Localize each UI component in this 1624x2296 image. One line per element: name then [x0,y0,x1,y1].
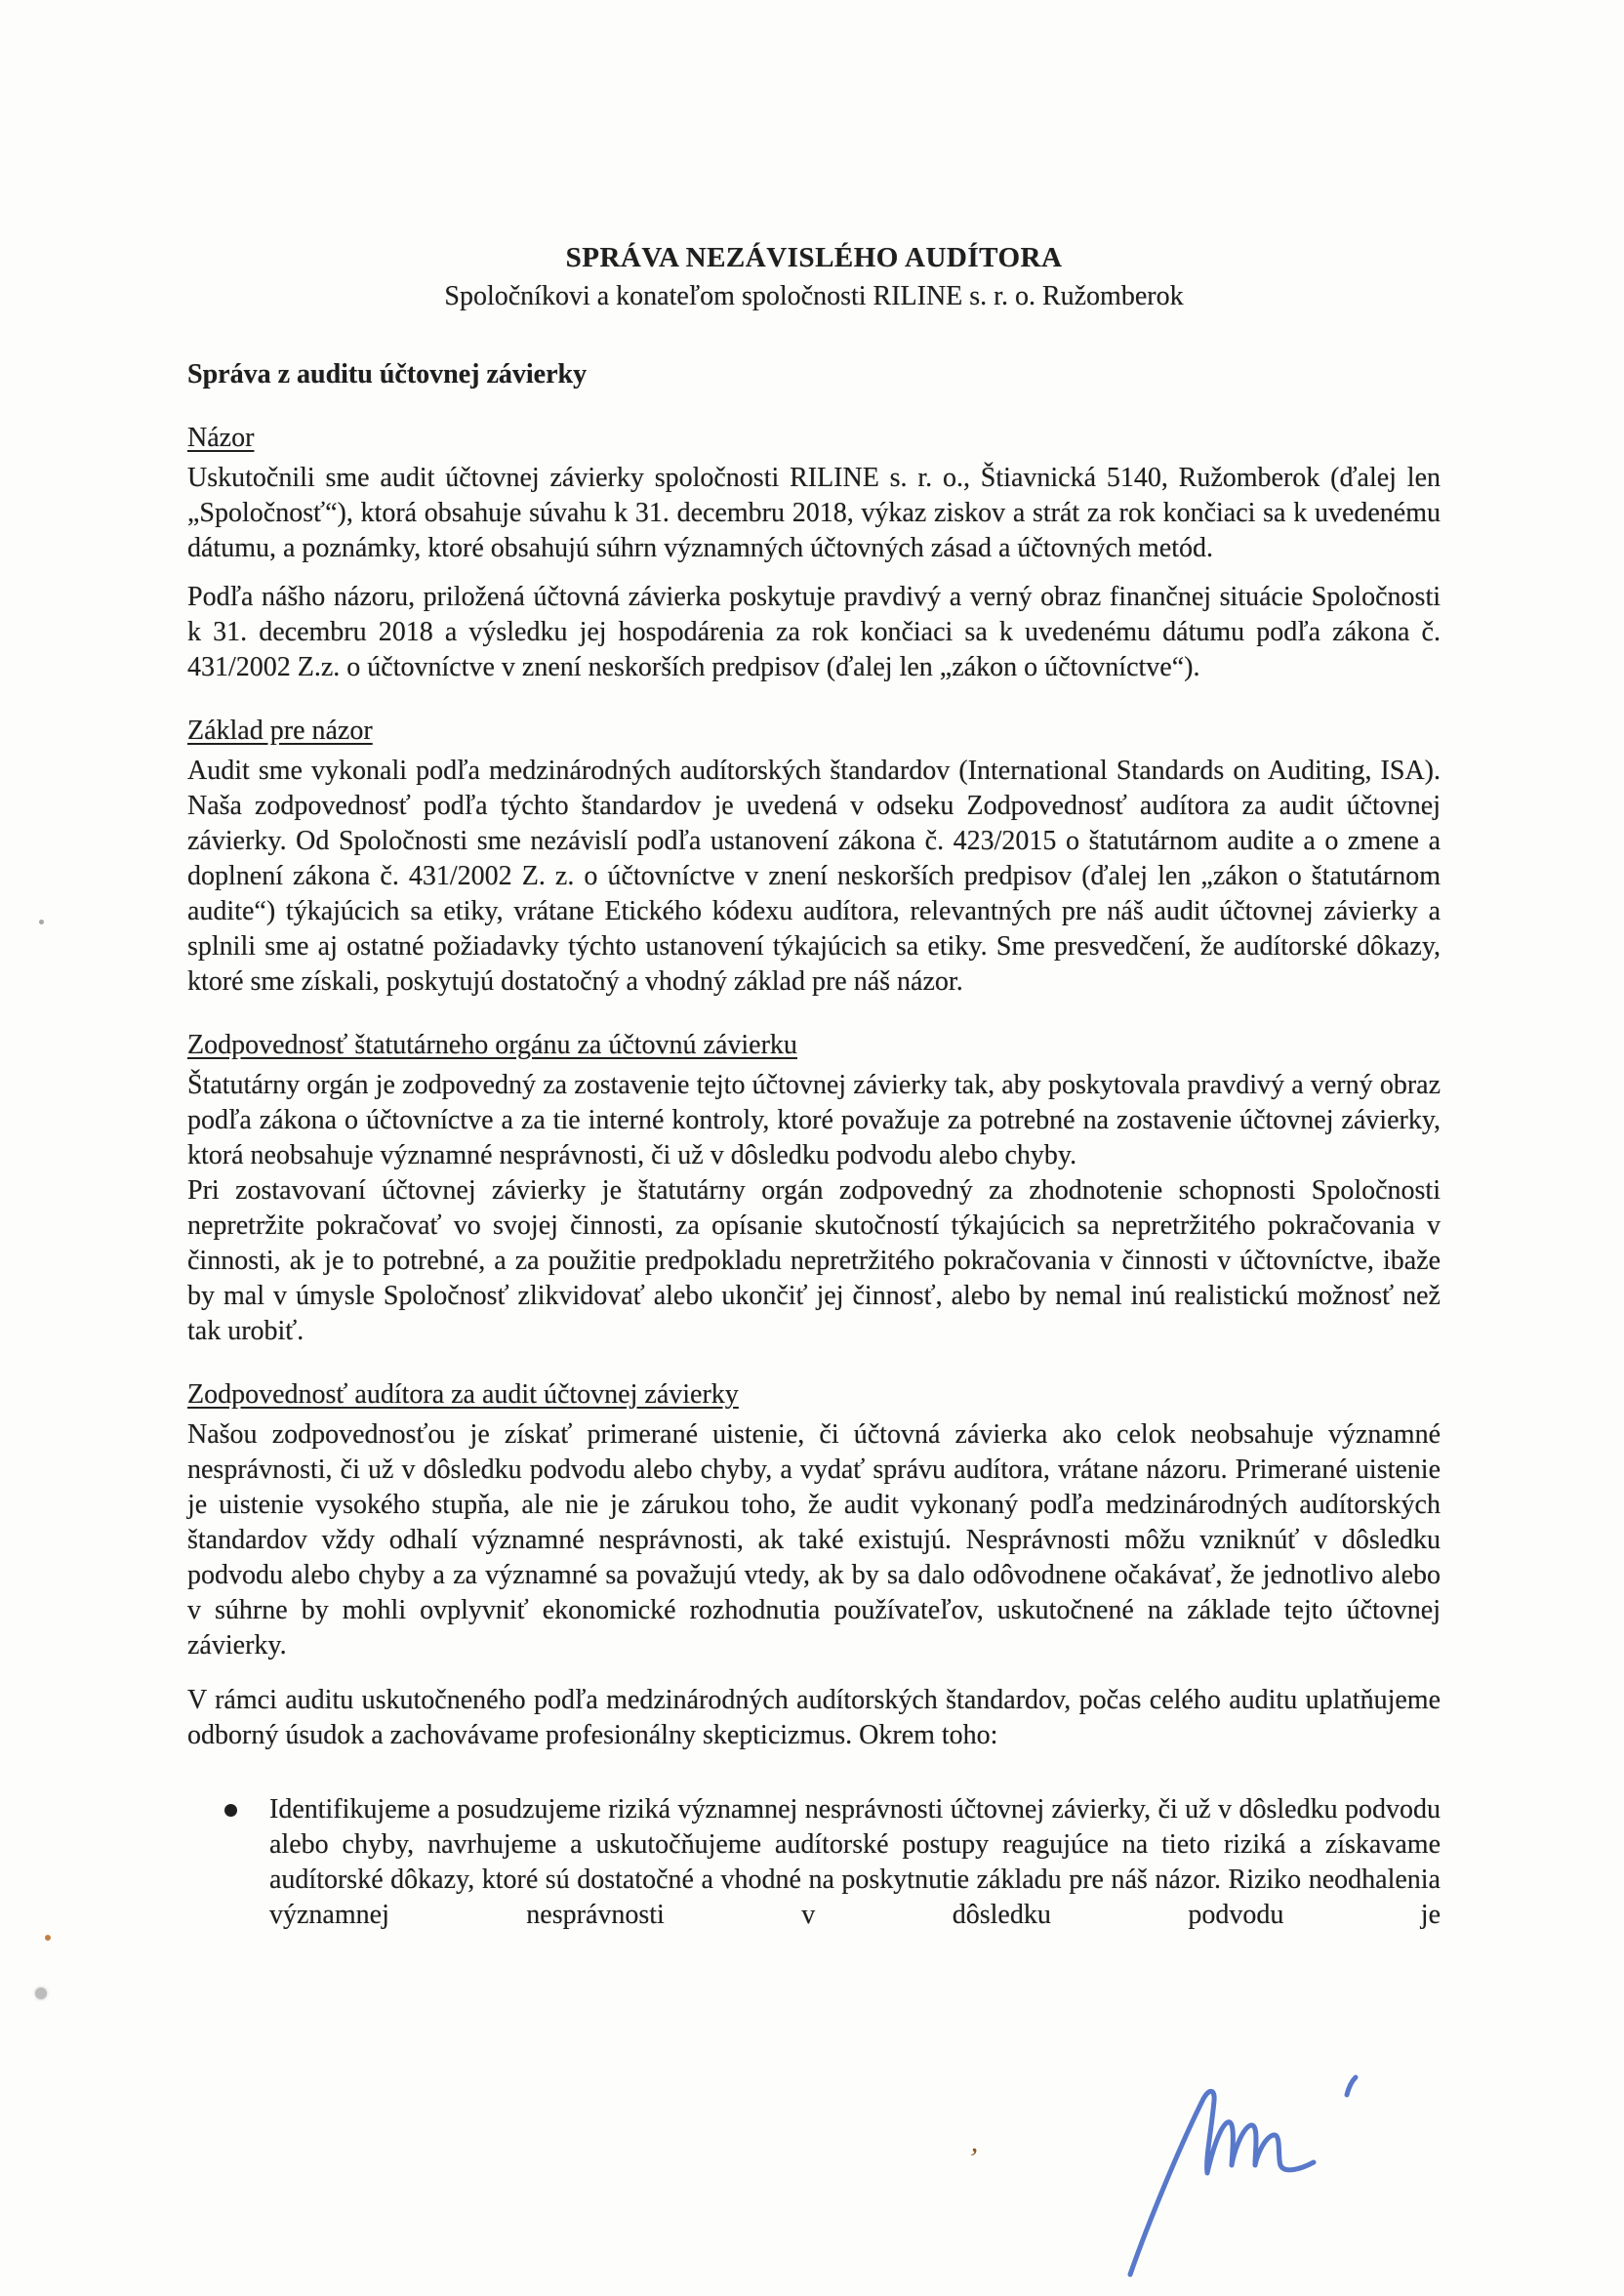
section-heading-basis: Základ pre názor [187,716,373,746]
section-heading-opinion: Názor [187,423,255,453]
paragraph: V rámci auditu uskutočneného podľa medzinárodných audítorských štandardov, počas celého auditu uplatňujeme odborný úsudok a zachovávame profesionálny skepticizmus. Okrem toho: [187,1685,1441,1750]
paragraph: Uskutočnili sme audit účtovnej závierky spoločnosti RILINE s. r. o., Štiavnická 5140, Ružomberok (ďalej len „Spoločnosť“), ktorá obsahuje súvahu k 31. decembru 2018, výkaz ziskov a strát za rok končiaci sa k uvedenému dátumu, a poznámky, ktoré obsahujú súhrn významných účtovných zásad a účtovných metód. [187,463,1441,563]
document-addressee: Spoločníkovi a konateľom spoločnosti RILINE s. r. o. Ružomberok [444,281,1184,311]
section-management-responsibility [187,1029,1441,1349]
handwritten-signature-icon [1091,2058,1413,2292]
bullet-list-item [187,1792,1441,1933]
scan-speck [35,1988,47,1999]
section-auditor-responsibility [187,1378,1441,1933]
section-heading-management-responsibility: Zodpovednosť štatutárneho orgánu za účtovnú závierku [187,1030,797,1060]
document-title: SPRÁVA NEZÁVISLÉHO AUDÍTORA [565,242,1063,273]
bullet-paragraph: Identifikujeme a posudzujeme riziká významnej nesprávnosti účtovnej závierky, či už v dôsledku podvodu alebo chyby, navrhujeme a uskutočňujeme audítorské postupy reagujúce na tieto riziká a získavame audítorské dôkazy, ktoré sú dostatočné a vhodné na poskytnutie základu pre náš názor. Riziko neodhalenia významnej nesprávnosti v dôsledku podvodu je [269,1794,1441,1930]
paragraph: Podľa nášho názoru, priložená účtovná závierka poskytuje pravdivý a verný obraz finančnej situácie Spoločnosti k 31. decembru 2018 a výsledku jej hospodárenia za rok končiaci sa k uvedenému dátumu podľa zákona č. 431/2002 Z.z. o účtovníctve v znení neskorších predpisov (ďalej len „zákon o účtovníctve“). [187,582,1441,682]
section-heading-auditor-responsibility: Zodpovednosť audítora za audit účtovnej závierky [187,1379,739,1410]
paragraph: Štatutárny orgán je zodpovedný za zostavenie tejto účtovnej závierky tak, aby poskytovala pravdivý a verný obraz podľa zákona o účtovníctve a za tie interné kontroly, ktoré považuje za potrebné na zostavenie účtovnej závierky, ktorá neobsahuje významné nesprávnosti, či už v dôsledku podvodu alebo chyby. [187,1070,1441,1170]
bullet-icon [224,1804,237,1817]
ink-mark-artifact: , [969,2125,982,2159]
paragraph: Pri zostavovaní účtovnej závierky je štatutárny orgán zodpovedný za zhodnotenie schopnosti Spoločnosti nepretržite pokračovať vo svojej činnosti, za opísanie skutočností týkajúcich sa nepretržitého pokračovania v činnosti, ak je to potrebné, a za použitie predpokladu nepretržitého pokračovania v činnosti v účtovníctve, ibaže by mal v úmysle Spoločnosť zlikvidovať alebo ukončiť jej činnosť, alebo by nemal inú realistickú možnosť než tak urobiť. [187,1175,1441,1346]
scan-speck [45,1935,51,1941]
paragraph: Našou zodpovednosťou je získať primerané uistenie, či účtovná závierka ako celok neobsahuje významné nesprávnosti, či už v dôsledku podvodu alebo chyby, a vydať správu audítora, vrátane názoru. Primerané uistenie je uistenie vysokého stupňa, ale nie je zárukou toho, že audit vykonaný podľa medzinárodných audítorských štandardov vždy odhalí významné nesprávnosti, ak také existujú. Nesprávnosti môžu vzniknúť v dôsledku podvodu alebo chyby a za významné sa považujú vtedy, ak by sa dalo odôvodnene očakávať, že jednotlivo alebo v súhrne by mohli ovplyvniť ekonomické rozhodnutia používateľov, uskutočnené na základe tejto účtovnej závierky. [187,1419,1441,1660]
document-content [187,240,1441,1933]
report-section-heading: Správa z auditu účtovnej závierky [187,359,588,390]
scan-speck [39,920,44,924]
section-basis-for-opinion [187,715,1441,1000]
paragraph: Audit sme vykonali podľa medzinárodných audítorských štandardov (International Standards on Auditing, ISA). Naša zodpovednosť podľa týchto štandardov je uvedená v odseku Zodpovednosť audítora za audit účtovnej závierky. Od Spoločnosti sme nezávislí podľa ustanovení zákona č. 423/2015 o štatutárnom audite a o zmene a doplnení zákona č. 431/2002 Z. z. o účtovníctve v znení neskorších predpisov (ďalej len „zákon o štatutárnom audite“) týkajúcich sa etiky, vrátane Etického kódexu audítora, relevantných pre náš audit účtovnej závierky a splnili sme aj ostatné požiadavky týchto ustanovení týkajúcich sa etiky. Sme presvedčení, že audítorské dôkazy, ktoré sme získali, poskytujú dostatočný a vhodný základ pre náš názor. [187,756,1441,997]
section-opinion [187,422,1441,685]
